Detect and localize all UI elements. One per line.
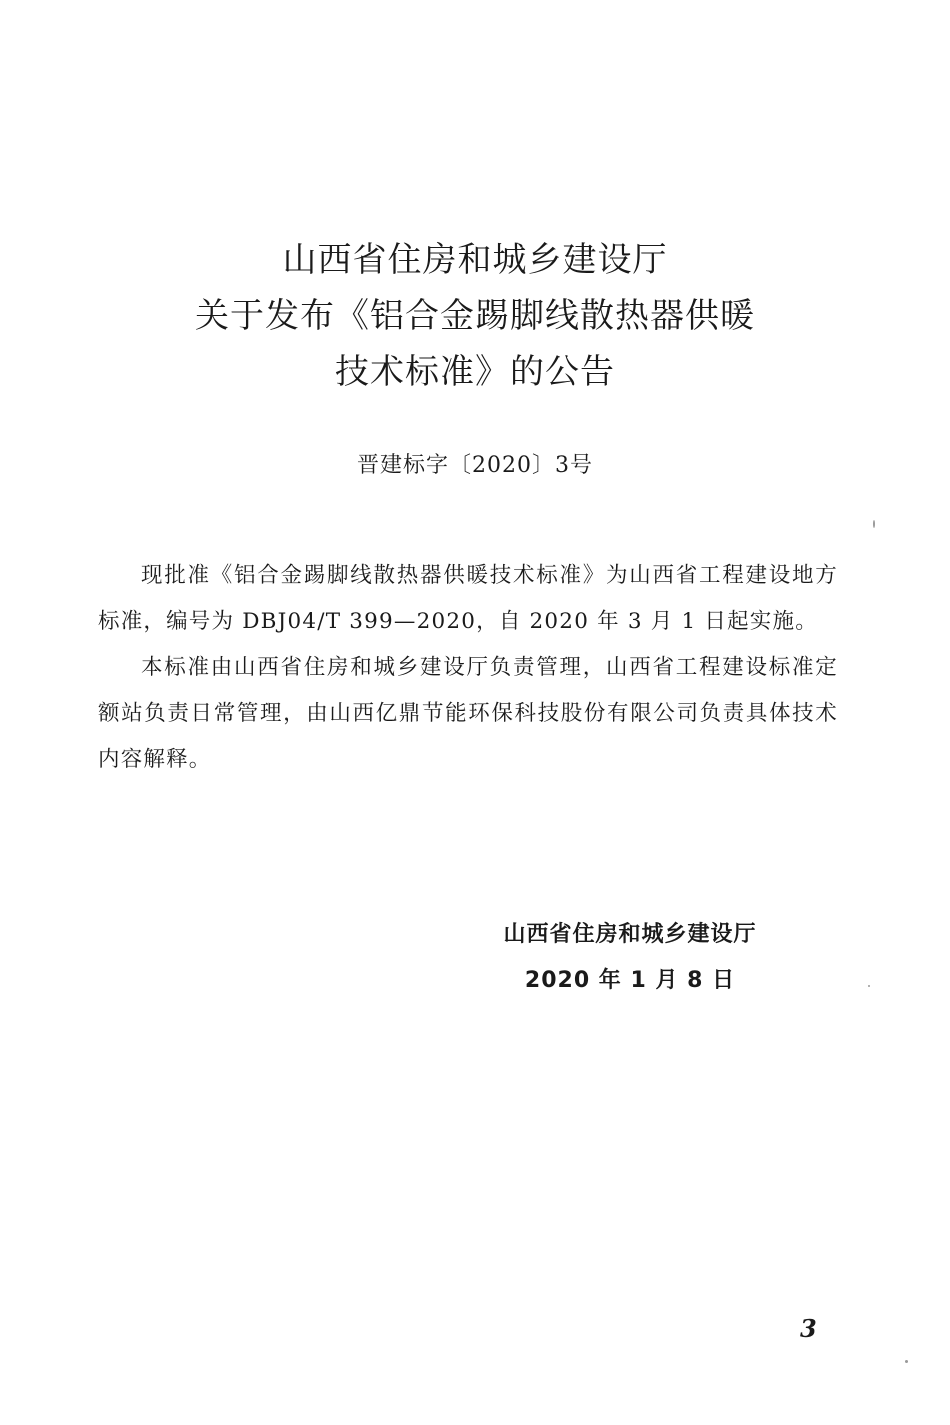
page-number: 3	[800, 1314, 817, 1343]
paragraph: 本标准由山西省住房和城乡建设厅负责管理，山西省工程建设标准定额站负责日常管理，由山西亿鼎节能环保科技股份有限公司负责具体技术内容解释。	[98, 655, 838, 772]
scan-speck	[873, 520, 875, 528]
document-number: 晋建标字〔2020〕3号	[357, 453, 593, 478]
scan-speck	[905, 1360, 908, 1363]
scan-speck	[868, 985, 870, 987]
paragraph: 现批准《铝合金踢脚线散热器供暖技术标准》为山西省工程建设地方标准，编号为 DBJ04/T 399—2020，自 2020 年 3 月 1 日起实施。	[98, 563, 838, 634]
body-text	[98, 553, 838, 783]
title-line-2: 关于发布《铝合金踢脚线散热器供暖	[195, 296, 755, 336]
announcement-title	[0, 232, 950, 400]
title-line-3: 技术标准》的公告	[335, 352, 615, 392]
issuer-name: 山西省住房和城乡建设厅	[503, 922, 757, 947]
title-line-1: 山西省住房和城乡建设厅	[282, 240, 668, 280]
issue-date: 2020 年 1 月 8 日	[524, 968, 736, 993]
